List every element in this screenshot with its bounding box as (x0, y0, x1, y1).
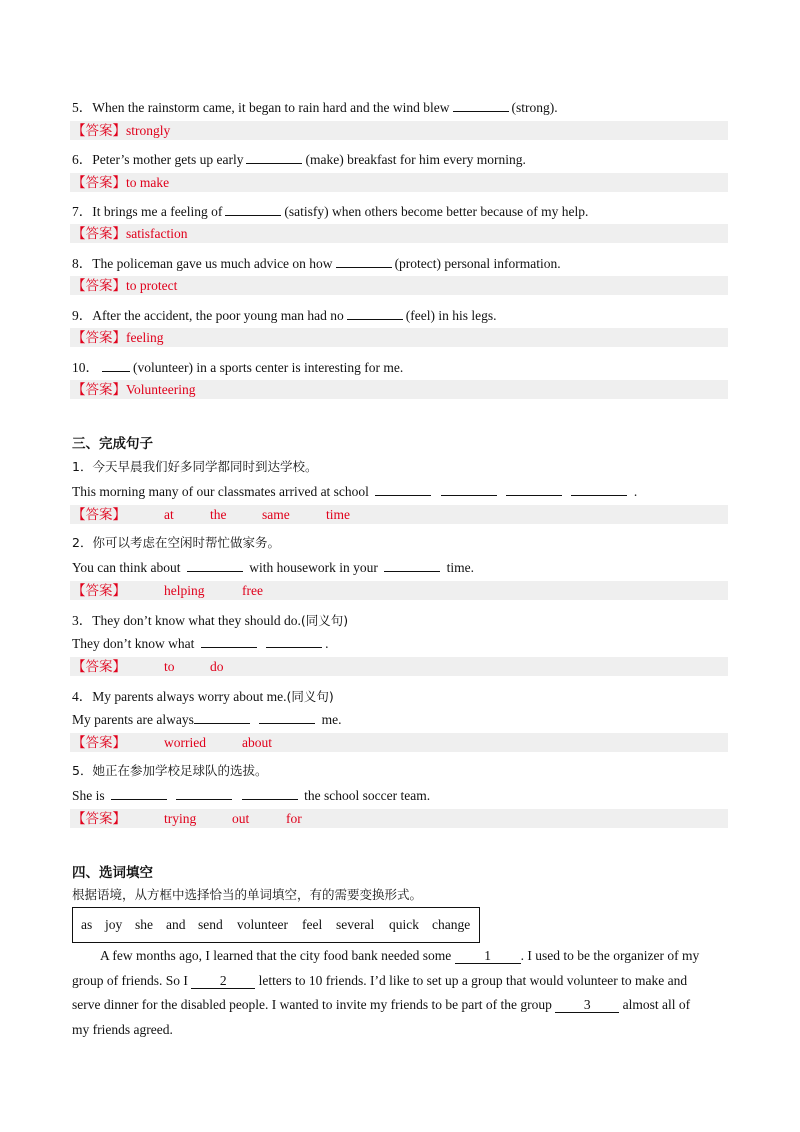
blank (242, 786, 298, 800)
question-7: 7．It brings me a feeling of (satisfy) when others become better because of my help. (72, 204, 589, 219)
question-8: 8．The policeman gave us much advice on how (protect) personal information. (72, 256, 561, 271)
answer-row: 【答案】satisfaction (70, 224, 728, 243)
blank (347, 306, 403, 320)
word-option: change (432, 917, 471, 932)
blank (187, 558, 243, 572)
answer-row: 【答案】to protect (70, 276, 728, 295)
prompt-5: 5．她正在参加学校足球队的选拔。 (72, 763, 268, 778)
answer-row: 【答案】to make (70, 173, 728, 192)
word-box (72, 907, 480, 943)
answer-row: 【答案】 at the same time (70, 505, 728, 524)
sentence-1: This morning many of our classmates arrived at school . (72, 484, 638, 499)
word-option: volunteer (237, 917, 288, 932)
word-option: joy (105, 917, 123, 932)
answer-row: 【答案】 worried about (70, 733, 728, 752)
blank (176, 786, 232, 800)
blank-2: 2 (191, 974, 255, 989)
passage-line: my friends agreed. (72, 1021, 173, 1037)
answer-row: 【答案】Volunteering (70, 380, 728, 399)
word-option: several (336, 917, 375, 932)
instruction: 根据语境，从方框中选择恰当的单词填空，有的需要变换形式。 (72, 887, 423, 902)
blank (266, 634, 322, 648)
blank (441, 482, 497, 496)
blank (201, 634, 257, 648)
blank (384, 558, 440, 572)
passage-line: serve dinner for the disabled people. I wanted to invite my friends to be part of the group 3 almost all of (72, 997, 691, 1012)
blank-3: 3 (555, 998, 619, 1013)
answer-row: 【答案】 helping free (70, 581, 728, 600)
question-9: 9．After the accident, the poor young man had no (feel) in his legs. (72, 308, 497, 323)
sentence-4: My parents are always me. (72, 712, 342, 727)
answer-row: 【答案】 to do (70, 657, 728, 676)
blank (375, 482, 431, 496)
blank (336, 254, 392, 268)
answer-row: 【答案】feeling (70, 328, 728, 347)
question-6: 6．Peter’s mother gets up early (make) breakfast for him every morning. (72, 152, 526, 167)
prompt-1: 1．今天早晨我们好多同学都同时到达学校。 (72, 459, 318, 474)
blank (453, 98, 509, 112)
blank (111, 786, 167, 800)
sentence-3: They don’t know what . (72, 636, 329, 651)
answer-row: 【答案】 trying out for (70, 809, 728, 828)
section-heading: 四、选词填空 (72, 865, 153, 881)
word-option: send (198, 917, 223, 932)
sentence-5: She is the school soccer team. (72, 788, 431, 803)
word-option: she (135, 917, 153, 932)
blank (225, 202, 281, 216)
blank (259, 710, 315, 724)
word-option: quick (389, 917, 419, 932)
blank (571, 482, 627, 496)
prompt-3: 3．They don’t know what they should do.(同义句) (72, 613, 349, 628)
answer-row: 【答案】strongly (70, 121, 728, 140)
blank-1: 1 (455, 949, 521, 964)
section-heading: 三、完成句子 (72, 436, 153, 452)
blank (506, 482, 562, 496)
passage-line: group of friends. So I 2 letters to 10 friends. I’d like to set up a group that would volunteer to make and (72, 972, 688, 988)
prompt-2: 2．你可以考虑在空闲时帮忙做家务。 (72, 535, 280, 550)
blank (102, 358, 130, 372)
passage-line: A few months ago, I learned that the city food bank needed some 1 . I used to be the organizer of my (100, 948, 700, 963)
word-option: and (166, 917, 186, 932)
blank (194, 710, 250, 724)
question-10: 10． (volunteer) in a sports center is interesting for me. (72, 360, 404, 375)
question-5: 5．When the rainstorm came, it began to rain hard and the wind blew (strong). (72, 100, 558, 115)
blank (246, 150, 302, 164)
passage (72, 944, 728, 1042)
word-option: feel (302, 917, 323, 932)
sentence-2: You can think about with housework in your time. (72, 560, 475, 575)
word-option: as (81, 917, 93, 932)
prompt-4: 4．My parents always worry about me.(同义句) (72, 689, 334, 704)
